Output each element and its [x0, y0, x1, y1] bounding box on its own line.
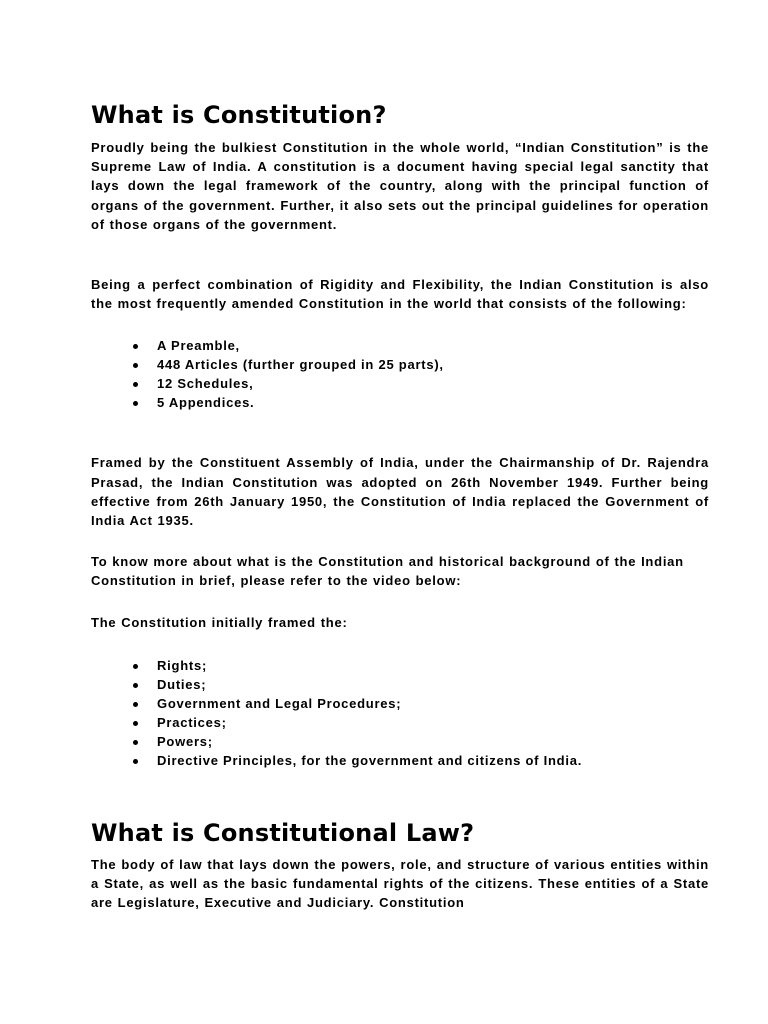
- list-item: 448 Articles (further grouped in 25 parts),: [91, 355, 709, 374]
- list-item: Rights;: [91, 656, 709, 675]
- paragraph-framed-by: Framed by the Constituent Assembly of India, under the Chairmanship of Dr. Rajendra Prasad, the Indian Constitution was adopted on 26th November 1949. Further being effective from 26th January 1950, the Constitution of India replaced the Government of India Act 1935.: [91, 455, 709, 529]
- paragraph-rigidity-flexibility: Being a perfect combination of Rigidity and Flexibility, the Indian Constitution is also the most frequently amended Constitution in the world that consists of the following:: [91, 277, 709, 312]
- list-item: Powers;: [91, 732, 709, 751]
- list-item: Government and Legal Procedures;: [91, 694, 709, 713]
- heading-what-is-constitutional-law: What is Constitutional Law?: [91, 818, 475, 847]
- paragraph-initially-framed: The Constitution initially framed the:: [91, 614, 348, 630]
- list-item: A Preamble,: [91, 336, 709, 355]
- heading-what-is-constitution: What is Constitution?: [91, 101, 387, 129]
- list-item: 12 Schedules,: [91, 374, 709, 393]
- paragraph-intro: Proudly being the bulkiest Constitution in the whole world, “Indian Constitution” is the Supreme Law of India. A constitution is a document having special legal sanctity that lays down the legal framework of the country, along with the principal function of organs of the government. Further, it also sets out the principal guidelines for operation of those organs of the government.: [91, 140, 709, 232]
- list-item: Practices;: [91, 713, 709, 732]
- list-item: Directive Principles, for the government and citizens of India.: [91, 751, 709, 770]
- initially-framed-list: [91, 656, 709, 770]
- constitution-parts-list: [91, 336, 709, 412]
- list-item: Duties;: [91, 675, 709, 694]
- document-page: [91, 98, 709, 912]
- list-item: 5 Appendices.: [91, 393, 709, 412]
- paragraph-constitutional-law: The body of law that lays down the powers, role, and structure of various entities within a State, as well as the basic fundamental rights of the citizens. These entities of a State are Legislature, Executive and Judiciary. Constitution: [91, 856, 709, 911]
- paragraph-know-more: To know more about what is the Constitution and historical background of the Indian Constitution in brief, please refer to the video below:: [91, 554, 684, 589]
